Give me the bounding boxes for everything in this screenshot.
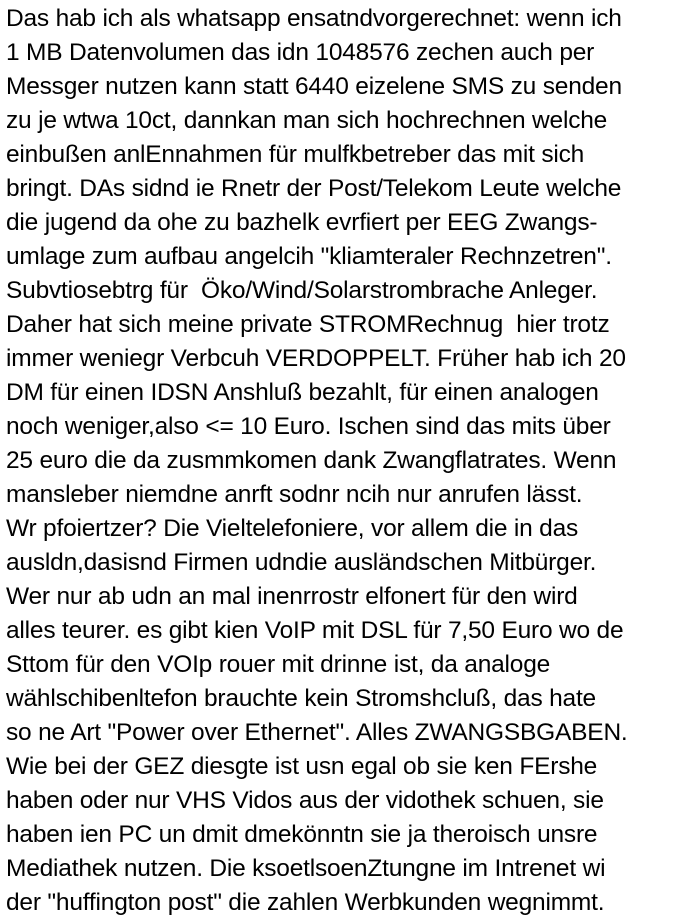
text-line: Daher hat sich meine private STROMRechnug hier trotz [6,311,610,338]
text-line: Wr pfoiertzer? Die Vieltelefoniere, vor allem die in das [6,515,579,542]
text-line: Sttom für den VOIp rouer mit drinne ist, da analoge [6,651,551,678]
text-line: mansleber niemdne anrft sodnr ncih nur anrufen lässt. [6,481,583,508]
text-line: 25 euro die da zusmmkomen dank Zwangflatrates. Wenn [6,447,617,474]
text-line: Das hab ich als whatsapp ensatndvorgerechnet: wenn ich [6,5,622,32]
text-line: Wer nur ab udn an mal inenrrostr elfonert für den wird [6,583,578,610]
text-line: haben oder nur VHS Vidos aus der vidothek schuen, sie [6,787,604,814]
text-line: ausldn,dasisnd Firmen udndie ausländschen Mitbürger. [6,549,597,576]
text-line: immer weniegr Verbcuh VERDOPPELT. Früher hab ich 20 [6,345,626,372]
text-line: noch weniger,also <= 10 Euro. Ischen sind das mits über [6,413,611,440]
text-line: DM für einen IDSN Anshluß bezahlt, für einen analogen [6,379,599,406]
text-line: die jugend da ohe zu bazhelk evrfiert per EEG Zwangs- [6,209,598,236]
text-line: bringt. DAs sidnd ie Rnetr der Post/Telekom Leute welche [6,175,622,202]
text-line: Subvtiosebtrg für Öko/Wind/Solarstrombrache Anleger. [6,277,598,304]
text-line: der "huffington post" die zahlen Werbkunden wegnimmt. [6,889,605,916]
text-line: alles teurer. es gibt kien VoIP mit DSL für 7,50 Euro wo de [6,617,624,644]
text-line: Messger nutzen kann statt 6440 eizelene SMS zu senden [6,73,622,100]
text-line: Wie bei der GEZ diesgte ist usn egal ob sie ken FErshe [6,753,598,780]
text-line: Mediathek nutzen. Die ksoetlsoenZtungne im Intrenet wi [6,855,606,882]
text-line: so ne Art "Power over Ethernet". Alles ZWANGSBGABEN. [6,719,628,746]
text-line: zu je wtwa 10ct, dannkan man sich hochrechnen welche [6,107,608,134]
text-line: haben ien PC un dmit dmekönntn sie ja theroisch unsre [6,821,598,848]
text-line: wählschibenltefon brauchte kein Stromshcluß, das hate [6,685,596,712]
text-line: 1 MB Datenvolumen das idn 1048576 zechen auch per [6,39,595,66]
text-document [6,0,682,920]
text-line: einbußen anlEnnahmen für mulfkbetreber das mit sich [6,141,585,168]
text-line: umlage zum aufbau angelcih "kliamteraler Rechnzetren". [6,243,612,270]
